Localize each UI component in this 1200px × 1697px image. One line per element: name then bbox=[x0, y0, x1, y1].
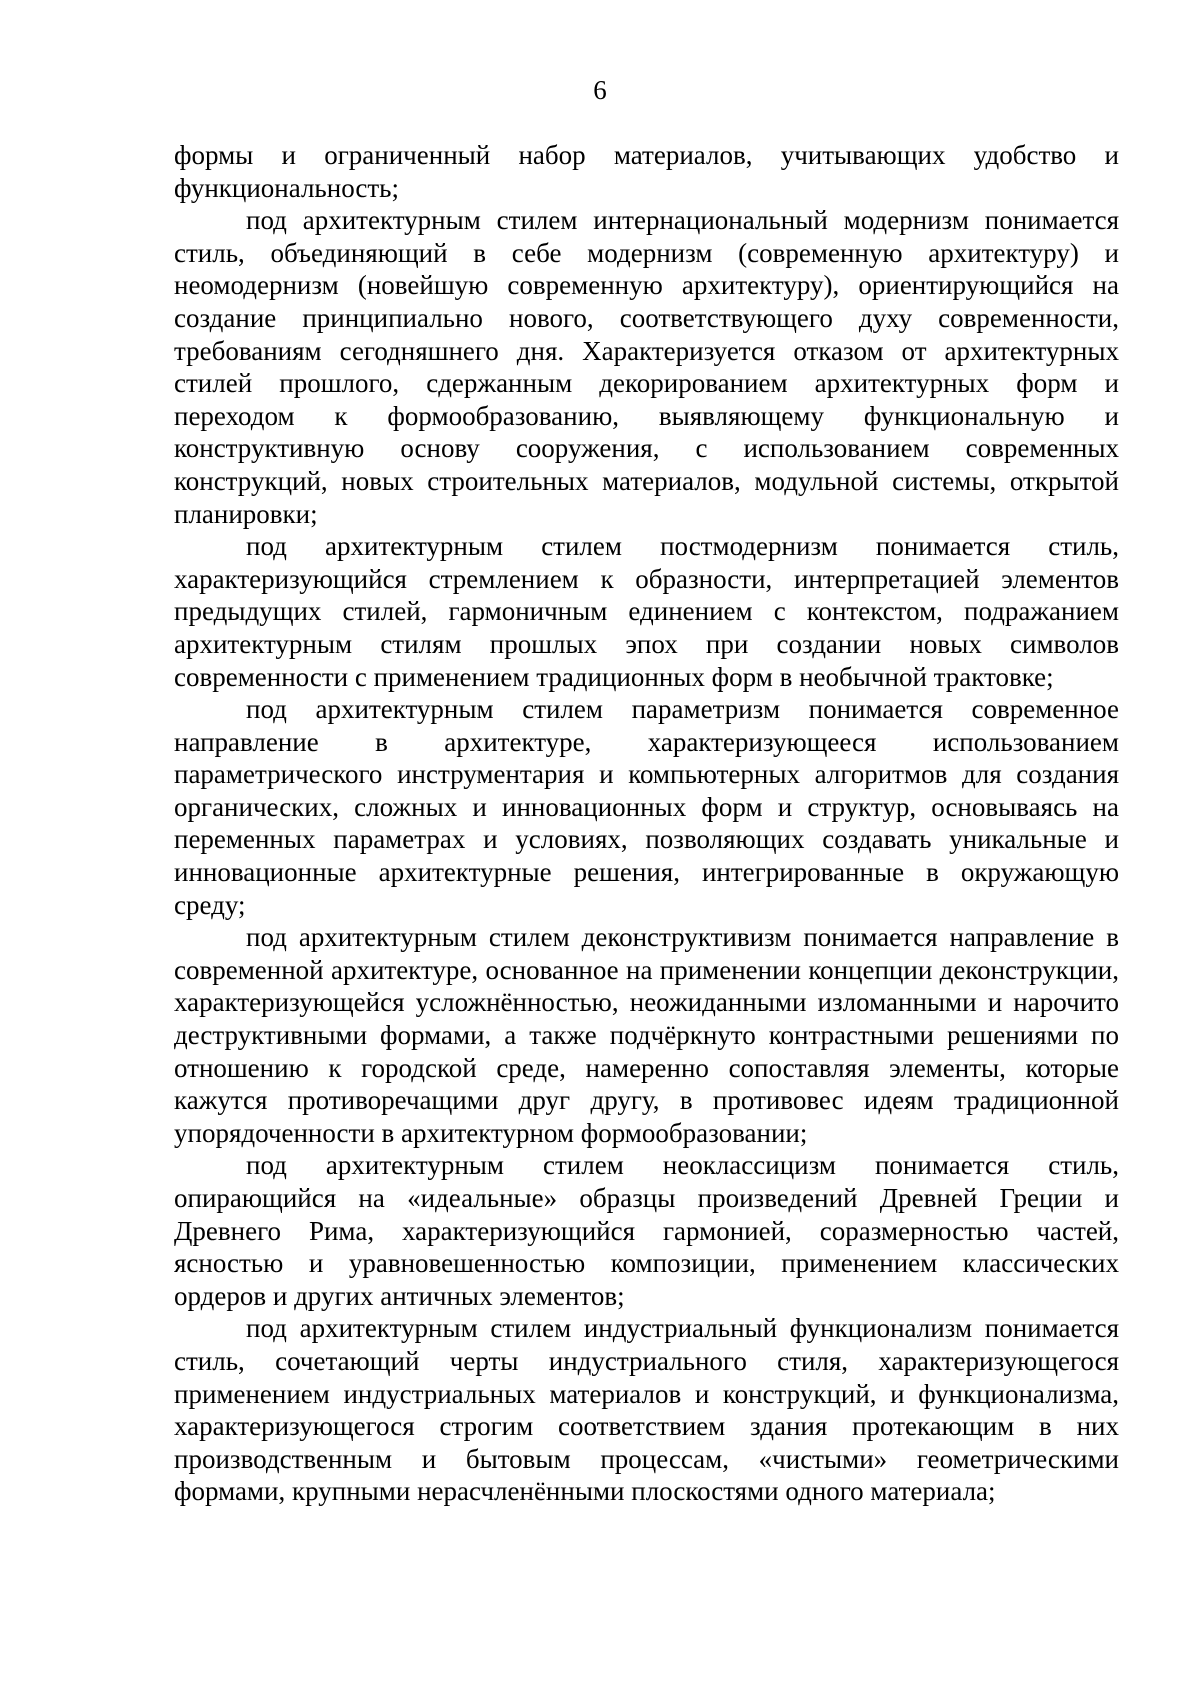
paragraph-parametricism: под архитектурным стилем параметризм понимается современное направление в архитектуре, характеризующееся использованием параметрического инструментария и компьютерных алгоритмов для создания органических, сложных и инновационных форм и структур, основываясь на переменных параметрах и условиях, позволяющих создавать уникальные и инновационные архитектурные решения, интегрированные в окружающую среду; bbox=[174, 694, 1119, 920]
paragraph-continuation: формы и ограниченный набор материалов, учитывающих удобство и функциональность; bbox=[174, 140, 1119, 203]
paragraph-international-modernism: под архитектурным стилем интернациональный модернизм понимается стиль, объединяющий в себе модернизм (современную архитектуру) и неомодернизм (новейшую современную архитектуру), ориентирующийся на создание принципиально нового, соответствующего духу современности, требованиям сегодняшнего дня. Характеризуется отказом от архитектурных стилей прошлого, сдержанным декорированием архитектурных форм и переходом к формообразованию, выявляющему функциональную и конструктивную основу сооружения, с использованием современных конструкций, новых строительных материалов, модульной системы, открытой планировки; bbox=[174, 205, 1119, 529]
document-body bbox=[174, 139, 1119, 1508]
paragraph-postmodernism: под архитектурным стилем постмодернизм понимается стиль, характеризующийся стремлением к образности, интерпретацией элементов предыдущих стилей, гармоничным единением с контекстом, подражанием архитектурным стилям прошлых эпох при создании новых символов современности с применением традиционных форм в необычной трактовке; bbox=[174, 531, 1119, 692]
paragraph-neoclassicism: под архитектурным стилем неоклассицизм понимается стиль, опирающийся на «идеальные» образцы произведений Древней Греции и Древнего Рима, характеризующийся гармонией, соразмерностью частей, ясностью и уравновешенностью композиции, применением классических ордеров и других античных элементов; bbox=[174, 1150, 1119, 1311]
page-number: 6 bbox=[593, 75, 607, 105]
paragraph-industrial-functionalism: под архитектурным стилем индустриальный функционализм понимается стиль, сочетающий черты индустриального стиля, характеризующегося применением индустриальных материалов и конструкций, и функционализма, характеризующегося строгим соответствием здания протекающим в них производственным и бытовым процессам, «чистыми» геометрическими формами, крупными нерасчленёнными плоскостями одного материала; bbox=[174, 1313, 1119, 1507]
paragraph-deconstructivism: под архитектурным стилем деконструктивизм понимается направление в современной архитектуре, основанное на применении концепции деконструкции, характеризующейся усложнённостью, неожиданными изломанными и нарочито деструктивными формами, а также подчёркнуто контрастными решениями по отношению к городской среде, намеренно сопоставляя элементы, которые кажутся противоречащими друг другу, в противовес идеям традиционной упорядоченности в архитектурном формообразовании; bbox=[174, 922, 1119, 1148]
